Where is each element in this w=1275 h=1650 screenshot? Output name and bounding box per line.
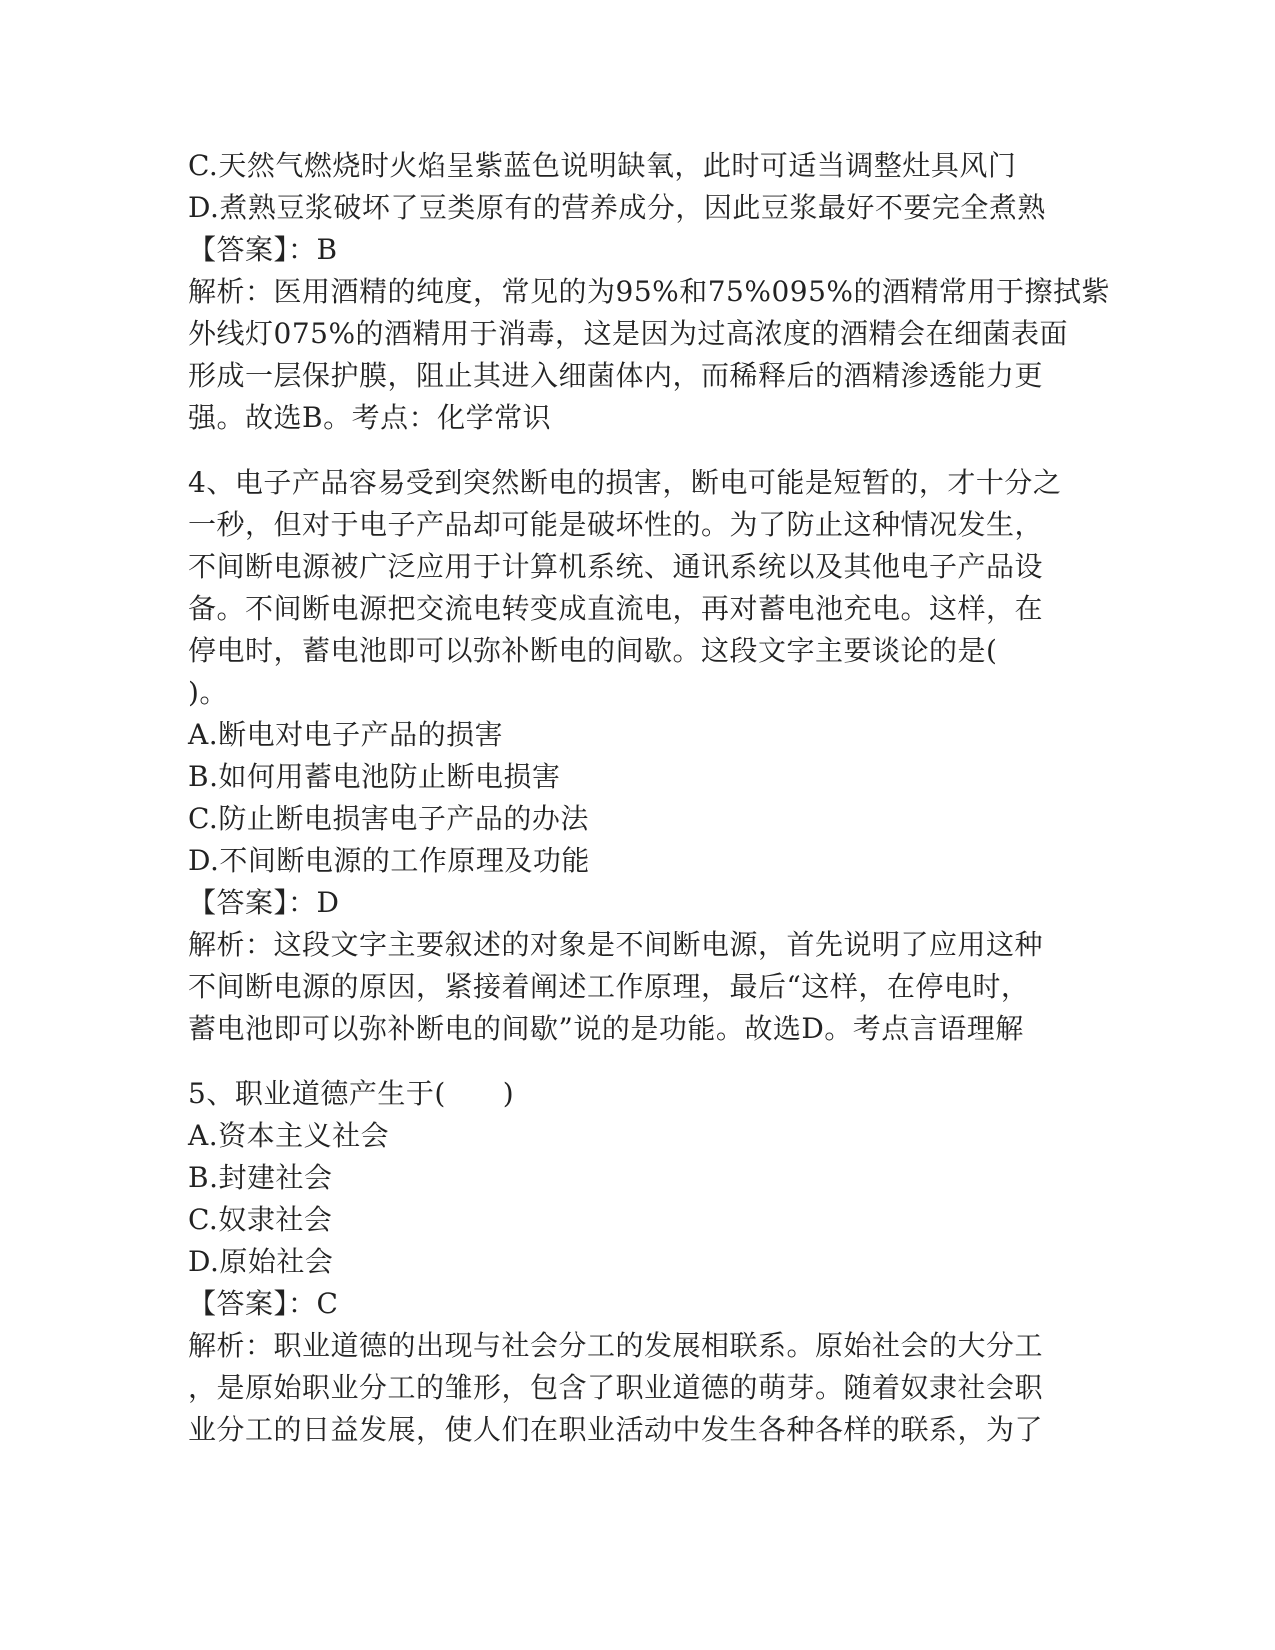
question-4-line-2: 一秒，但对于电子产品却可能是破坏性的。为了防止这种情况发生， — [188, 508, 1044, 541]
question-4-line-5: 停电时，蓄电池即可以弥补断电的间歇。这段文字主要谈论的是( — [188, 634, 998, 667]
question-5-analysis-line-3: 业分工的日益发展，使人们在职业活动中发生各种各样的联系，为了 — [188, 1413, 1044, 1446]
question-5-answer: 【答案】：C — [188, 1287, 339, 1320]
answer-prev: 【答案】：B — [188, 233, 338, 266]
question-5-analysis-line-2: ，是原始职业分工的雏形，包含了职业道德的萌芽。随着奴隶社会职 — [188, 1371, 1044, 1404]
question-4-analysis-line-1: 解析：这段文字主要叙述的对象是不间断电源，首先说明了应用这种 — [188, 928, 1044, 961]
question-4-line-1: 4、电子产品容易受到突然断电的损害，断电可能是短暂的，才十分之 — [188, 466, 1062, 499]
question-4-option-b: B.如何用蓄电池防止断电损害 — [188, 760, 561, 793]
question-4-answer: 【答案】：D — [188, 886, 340, 919]
question-5-option-b: B.封建社会 — [188, 1161, 333, 1194]
question-5-option-a: A.资本主义社会 — [188, 1119, 390, 1152]
question-5-option-d: D.原始社会 — [188, 1245, 334, 1278]
question-4-option-d: D.不间断电源的工作原理及功能 — [188, 844, 590, 877]
question-4-line-6: )。 — [188, 676, 228, 709]
analysis-prev-line-2: 外线灯075%的酒精用于消毒，这是因为过高浓度的酒精会在细菌表面 — [188, 317, 1069, 350]
question-4-line-4: 备。不间断电源把交流电转变成直流电，再对蓄电池充电。这样，在 — [188, 592, 1044, 625]
analysis-prev-line-3: 形成一层保护膜，阻止其进入细菌体内，而稀释后的酒精渗透能力更 — [188, 359, 1044, 392]
question-4-analysis-line-2: 不间断电源的原因，紧接着阐述工作原理，最后“这样，在停电时， — [188, 970, 1030, 1003]
question-4-analysis-line-3: 蓄电池即可以弥补断电的间歇”说的是功能。故选D。考点言语理解 — [188, 1012, 1024, 1045]
question-5-analysis-line-1: 解析：职业道德的出现与社会分工的发展相联系。原始社会的大分工 — [188, 1329, 1044, 1362]
question-4-option-a: A.断电对电子产品的损害 — [188, 718, 504, 751]
question-5-stem: 5、职业道德产生于( ) — [188, 1077, 515, 1110]
option-d-prev: D.煮熟豆浆破坏了豆类原有的营养成分，因此豆浆最好不要完全煮熟 — [188, 191, 1046, 224]
option-c-prev: C.天然气燃烧时火焰呈紫蓝色说明缺氧，此时可适当调整灶具风门 — [188, 149, 1017, 182]
question-4-line-3: 不间断电源被广泛应用于计算机系统、通讯系统以及其他电子产品设 — [188, 550, 1044, 583]
analysis-prev-line-4: 强。故选B。考点：化学常识 — [188, 401, 552, 434]
analysis-prev-line-1: 解析：医用酒精的纯度，常见的为95%和75%095%的酒精常用于擦拭紫 — [188, 275, 1111, 308]
question-5-option-c: C.奴隶社会 — [188, 1203, 333, 1236]
question-4-option-c: C.防止断电损害电子产品的办法 — [188, 802, 589, 835]
